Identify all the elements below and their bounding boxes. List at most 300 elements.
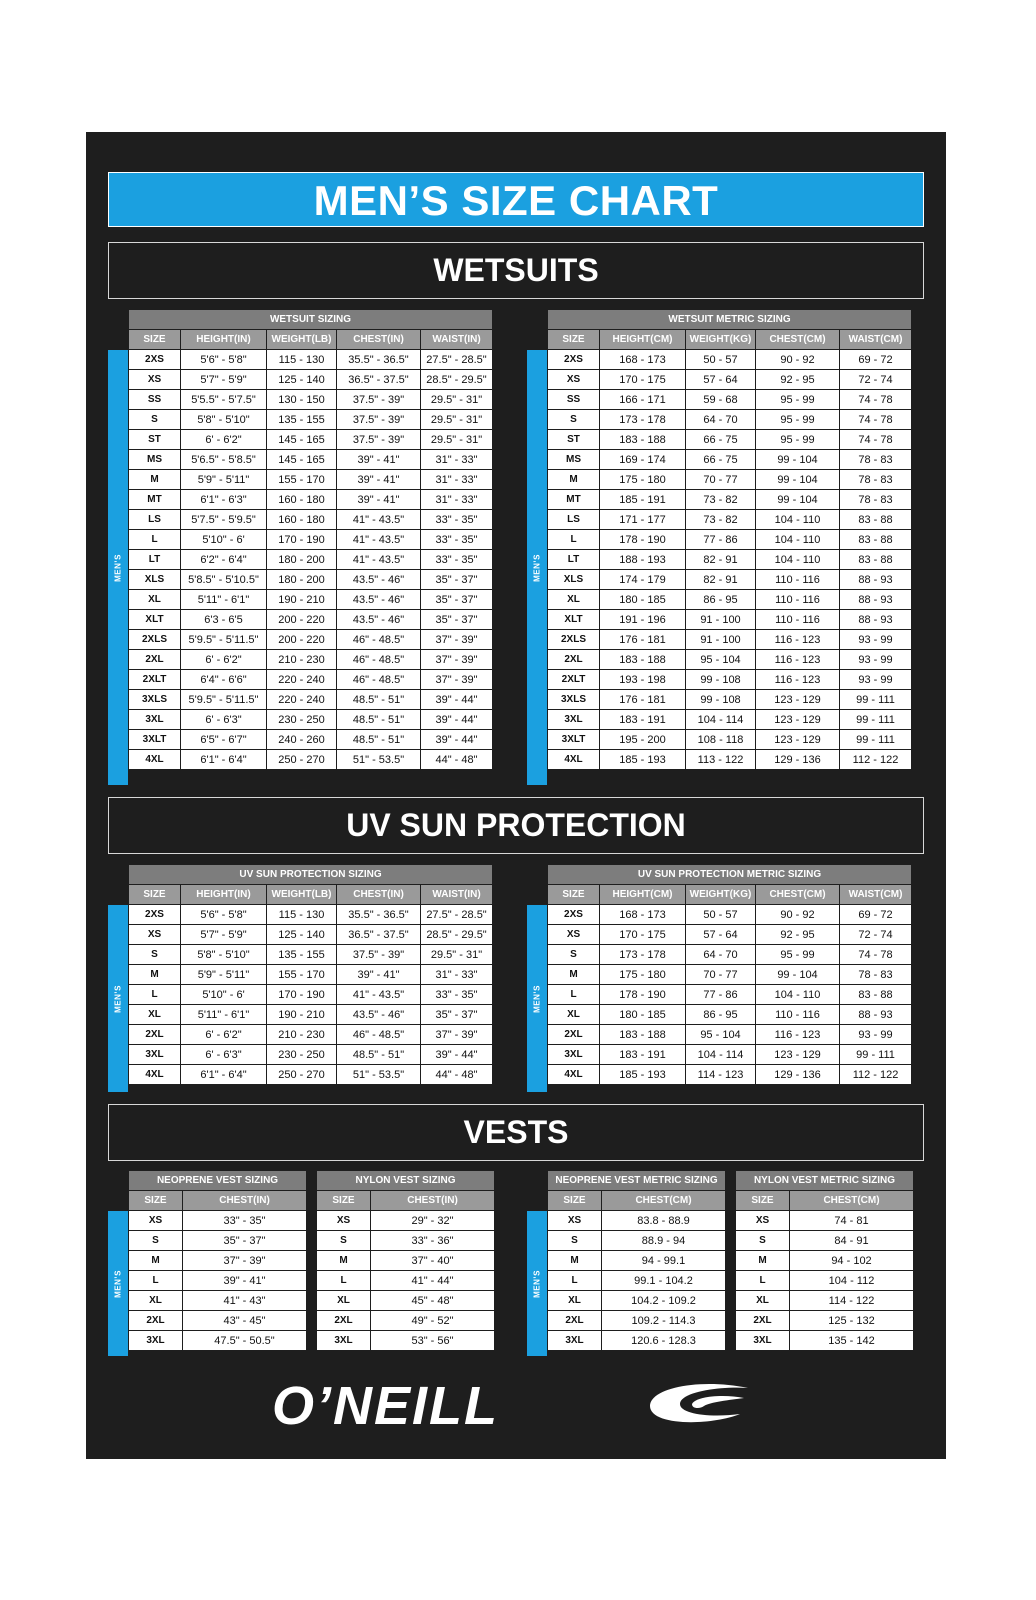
value-cell: 91 - 100 [686, 610, 756, 630]
value-cell: 69 - 72 [840, 905, 912, 925]
value-cell: 93 - 99 [840, 1025, 912, 1045]
wetsuit-metric-sizing-table [527, 309, 924, 784]
table-caption: NEOPRENE VEST SIZING [129, 1171, 307, 1191]
value-cell: 110 - 116 [756, 610, 840, 630]
value-cell: 115 - 130 [267, 350, 337, 370]
value-cell: 170 - 190 [267, 985, 337, 1005]
value-cell: 5'9.5" - 5'11.5" [181, 690, 267, 710]
mens-side-label [527, 1211, 547, 1356]
column-header: SIZE [129, 1191, 183, 1211]
table-row [736, 1211, 914, 1231]
table-row [129, 1231, 307, 1251]
value-cell: 72 - 74 [840, 370, 912, 390]
column-header: CHEST(CM) [756, 885, 840, 905]
value-cell: 99 - 111 [840, 730, 912, 750]
size-cell: 4XL [129, 1065, 181, 1085]
size-cell: MT [548, 490, 600, 510]
value-cell: 46" - 48.5" [337, 650, 421, 670]
table-row [548, 1005, 912, 1025]
value-cell: 174 - 179 [600, 570, 686, 590]
size-cell: XS [129, 925, 181, 945]
table-row [736, 1291, 914, 1311]
size-cell: 3XL [129, 1331, 183, 1351]
size-cell: XLS [548, 570, 600, 590]
size-cell: 2XLT [129, 670, 181, 690]
value-cell: 95 - 104 [686, 650, 756, 670]
value-cell: 99 - 111 [840, 710, 912, 730]
column-header: SIZE [548, 330, 600, 350]
table-row [548, 470, 912, 490]
value-cell: 44" - 48" [421, 1065, 493, 1085]
table-row [548, 450, 912, 470]
value-cell: 178 - 190 [600, 530, 686, 550]
value-cell: 123 - 129 [756, 1045, 840, 1065]
value-cell: 5'8" - 5'10" [181, 945, 267, 965]
value-cell: 43.5" - 46" [337, 610, 421, 630]
value-cell: 190 - 210 [267, 1005, 337, 1025]
value-cell: 125 - 140 [267, 370, 337, 390]
table-row [129, 550, 493, 570]
table-row [129, 710, 493, 730]
value-cell: 59 - 68 [686, 390, 756, 410]
value-cell: 41" - 43.5" [337, 530, 421, 550]
value-cell: 74 - 78 [840, 945, 912, 965]
value-cell: 145 - 165 [267, 450, 337, 470]
value-cell: 28.5" - 29.5" [421, 925, 493, 945]
column-header: WAIST(IN) [421, 885, 493, 905]
size-cell: M [548, 470, 600, 490]
size-cell: XL [548, 1005, 600, 1025]
value-cell: 29.5" - 31" [421, 430, 493, 450]
value-cell: 104.2 - 109.2 [602, 1291, 726, 1311]
value-cell: 83.8 - 88.9 [602, 1211, 726, 1231]
value-cell: 78 - 83 [840, 470, 912, 490]
mens-side-label [108, 905, 128, 1091]
size-cell: 2XL [548, 1311, 602, 1331]
size-cell: LT [129, 550, 181, 570]
value-cell: 5'9" - 5'11" [181, 470, 267, 490]
side-label-text: MEN’S [113, 1269, 123, 1298]
table-row [129, 430, 493, 450]
size-cell: M [317, 1251, 371, 1271]
size-cell: XS [548, 925, 600, 945]
value-cell: 183 - 188 [600, 430, 686, 450]
mens-side-label [527, 905, 547, 1091]
value-cell: 57 - 64 [686, 370, 756, 390]
table-row [548, 905, 912, 925]
value-cell: 74 - 78 [840, 390, 912, 410]
table-row [548, 1251, 726, 1271]
size-cell: 3XL [548, 1331, 602, 1351]
value-cell: 129 - 136 [756, 1065, 840, 1085]
column-header: CHEST(IN) [337, 885, 421, 905]
column-header: WEIGHT(KG) [686, 885, 756, 905]
table-row [129, 590, 493, 610]
value-cell: 39" - 44" [421, 690, 493, 710]
value-cell: 130 - 150 [267, 390, 337, 410]
value-cell: 168 - 173 [600, 350, 686, 370]
column-header: CHEST(IN) [337, 330, 421, 350]
size-cell: XS [736, 1211, 790, 1231]
value-cell: 125 - 132 [790, 1311, 914, 1331]
column-header: WEIGHT(LB) [267, 330, 337, 350]
value-cell: 180 - 185 [600, 590, 686, 610]
table-row [548, 750, 912, 770]
value-cell: 5'6" - 5'8" [181, 350, 267, 370]
column-header: SIZE [317, 1191, 371, 1211]
value-cell: 170 - 175 [600, 370, 686, 390]
neoprene-vest-metric-sizing-table [527, 1170, 725, 1355]
column-header: WAIST(CM) [840, 885, 912, 905]
value-cell: 193 - 198 [600, 670, 686, 690]
table-row [548, 985, 912, 1005]
value-cell: 129 - 136 [756, 750, 840, 770]
size-cell: 3XL [548, 1045, 600, 1065]
value-cell: 200 - 220 [267, 610, 337, 630]
size-cell: M [548, 965, 600, 985]
value-cell: 39" - 41" [337, 490, 421, 510]
size-cell: 2XL [317, 1311, 371, 1331]
table-row [548, 630, 912, 650]
value-cell: 250 - 270 [267, 1065, 337, 1085]
value-cell: 48.5" - 51" [337, 710, 421, 730]
table-row [548, 1025, 912, 1045]
value-cell: 240 - 260 [267, 730, 337, 750]
value-cell: 183 - 191 [600, 710, 686, 730]
value-cell: 94 - 99.1 [602, 1251, 726, 1271]
value-cell: 125 - 140 [267, 925, 337, 945]
uv-sizing-table [108, 864, 502, 1091]
table-row [129, 690, 493, 710]
column-header: WEIGHT(LB) [267, 885, 337, 905]
value-cell: 5'11" - 6'1" [181, 590, 267, 610]
size-cell: 2XLS [548, 630, 600, 650]
table-row [129, 1251, 307, 1271]
value-cell: 5'5.5" - 5'7.5" [181, 390, 267, 410]
value-cell: 90 - 92 [756, 350, 840, 370]
value-cell: 37.5" - 39" [337, 390, 421, 410]
value-cell: 83 - 88 [840, 510, 912, 530]
table-row [129, 390, 493, 410]
value-cell: 5'8.5" - 5'10.5" [181, 570, 267, 590]
value-cell: 37" - 39" [183, 1251, 307, 1271]
table-row [129, 1271, 307, 1291]
value-cell: 41" - 43.5" [337, 510, 421, 530]
value-cell: 46" - 48.5" [337, 630, 421, 650]
value-cell: 72 - 74 [840, 925, 912, 945]
value-cell: 115 - 130 [267, 905, 337, 925]
value-cell: 123 - 129 [756, 690, 840, 710]
size-cell: S [548, 410, 600, 430]
column-header: CHEST(CM) [602, 1191, 726, 1211]
value-cell: 104 - 112 [790, 1271, 914, 1291]
table-row [129, 1005, 493, 1025]
value-cell: 176 - 181 [600, 690, 686, 710]
value-cell: 160 - 180 [267, 510, 337, 530]
value-cell: 51" - 53.5" [337, 1065, 421, 1085]
value-cell: 180 - 200 [267, 550, 337, 570]
table-row [129, 925, 493, 945]
value-cell: 183 - 188 [600, 650, 686, 670]
table-row [129, 630, 493, 650]
table-row [548, 510, 912, 530]
value-cell: 166 - 171 [600, 390, 686, 410]
value-cell: 64 - 70 [686, 410, 756, 430]
size-cell: XS [548, 1211, 602, 1231]
size-cell: S [129, 945, 181, 965]
table-row [129, 510, 493, 530]
value-cell: 5'7.5" - 5'9.5" [181, 510, 267, 530]
value-cell: 37" - 40" [371, 1251, 495, 1271]
chart-title: MEN’S SIZE CHART [108, 172, 924, 227]
size-cell: 2XS [548, 350, 600, 370]
value-cell: 33" - 36" [371, 1231, 495, 1251]
table-row [317, 1291, 495, 1311]
value-cell: 88 - 93 [840, 610, 912, 630]
value-cell: 47.5" - 50.5" [183, 1331, 307, 1351]
value-cell: 74 - 78 [840, 430, 912, 450]
table-row [129, 985, 493, 1005]
table-row [736, 1251, 914, 1271]
value-cell: 37.5" - 39" [337, 430, 421, 450]
value-cell: 185 - 193 [600, 1065, 686, 1085]
value-cell: 77 - 86 [686, 985, 756, 1005]
size-cell: XS [548, 370, 600, 390]
size-cell: ST [548, 430, 600, 450]
table-row [129, 370, 493, 390]
table-row [129, 1025, 493, 1045]
value-cell: 185 - 193 [600, 750, 686, 770]
table-row [548, 550, 912, 570]
value-cell: 95 - 99 [756, 390, 840, 410]
column-header: SIZE [548, 1191, 602, 1211]
value-cell: 99 - 104 [756, 965, 840, 985]
table-row [548, 1045, 912, 1065]
size-cell: L [736, 1271, 790, 1291]
value-cell: 86 - 95 [686, 590, 756, 610]
column-header: WAIST(CM) [840, 330, 912, 350]
value-cell: 90 - 92 [756, 905, 840, 925]
value-cell: 99 - 111 [840, 1045, 912, 1065]
value-cell: 250 - 270 [267, 750, 337, 770]
value-cell: 45" - 48" [371, 1291, 495, 1311]
size-cell: 2XL [548, 650, 600, 670]
column-header: CHEST(IN) [371, 1191, 495, 1211]
value-cell: 173 - 178 [600, 945, 686, 965]
table-caption: WETSUIT METRIC SIZING [548, 310, 912, 330]
table-row [548, 730, 912, 750]
value-cell: 31" - 33" [421, 450, 493, 470]
size-cell: M [736, 1251, 790, 1271]
size-cell: 2XL [736, 1311, 790, 1331]
table-row [129, 470, 493, 490]
table-row [317, 1271, 495, 1291]
size-cell: XS [129, 370, 181, 390]
size-cell: XS [317, 1211, 371, 1231]
value-cell: 185 - 191 [600, 490, 686, 510]
size-cell: XL [736, 1291, 790, 1311]
value-cell: 123 - 129 [756, 710, 840, 730]
value-cell: 195 - 200 [600, 730, 686, 750]
table-row [736, 1231, 914, 1251]
size-cell: S [736, 1231, 790, 1251]
value-cell: 104 - 114 [686, 1045, 756, 1065]
value-cell: 78 - 83 [840, 450, 912, 470]
neoprene-vest-sizing-table [108, 1170, 306, 1355]
column-header: HEIGHT(IN) [181, 330, 267, 350]
value-cell: 31" - 33" [421, 470, 493, 490]
table-row [548, 430, 912, 450]
value-cell: 110 - 116 [756, 570, 840, 590]
table-row [548, 945, 912, 965]
value-cell: 27.5" - 28.5" [421, 905, 493, 925]
value-cell: 28.5" - 29.5" [421, 370, 493, 390]
oneill-logo [272, 1374, 752, 1434]
table-caption: NYLON VEST SIZING [317, 1171, 495, 1191]
size-cell: XL [317, 1291, 371, 1311]
value-cell: 29.5" - 31" [421, 390, 493, 410]
mens-side-label [108, 1211, 128, 1356]
column-header: CHEST(IN) [183, 1191, 307, 1211]
value-cell: 108 - 118 [686, 730, 756, 750]
value-cell: 171 - 177 [600, 510, 686, 530]
value-cell: 39" - 44" [421, 710, 493, 730]
table-row [548, 710, 912, 730]
value-cell: 36.5" - 37.5" [337, 370, 421, 390]
size-cell: S [548, 1231, 602, 1251]
value-cell: 112 - 122 [840, 750, 912, 770]
value-cell: 104 - 110 [756, 985, 840, 1005]
size-cell: S [129, 410, 181, 430]
value-cell: 70 - 77 [686, 965, 756, 985]
value-cell: 104 - 110 [756, 530, 840, 550]
value-cell: 48.5" - 51" [337, 730, 421, 750]
value-cell: 5'9" - 5'11" [181, 965, 267, 985]
value-cell: 123 - 129 [756, 730, 840, 750]
table-row [548, 925, 912, 945]
table-row [548, 590, 912, 610]
value-cell: 33" - 35" [421, 530, 493, 550]
table-row [129, 905, 493, 925]
size-cell: XL [129, 1005, 181, 1025]
value-cell: 35" - 37" [183, 1231, 307, 1251]
table-row [548, 1065, 912, 1085]
size-cell: 3XLS [548, 690, 600, 710]
value-cell: 95 - 99 [756, 945, 840, 965]
table-row [129, 1291, 307, 1311]
size-cell: M [129, 965, 181, 985]
size-cell: L [548, 1271, 602, 1291]
side-label-text: MEN’S [113, 984, 123, 1013]
value-cell: 5'6.5" - 5'8.5" [181, 450, 267, 470]
size-cell: L [129, 1271, 183, 1291]
value-cell: 220 - 240 [267, 690, 337, 710]
value-cell: 91 - 100 [686, 630, 756, 650]
table-row [129, 1045, 493, 1065]
value-cell: 46" - 48.5" [337, 670, 421, 690]
side-label-text: MEN’S [532, 1269, 542, 1298]
value-cell: 170 - 190 [267, 530, 337, 550]
size-cell: S [548, 945, 600, 965]
value-cell: 5'11" - 6'1" [181, 1005, 267, 1025]
value-cell: 191 - 196 [600, 610, 686, 630]
value-cell: 39" - 41" [337, 965, 421, 985]
wave-icon [650, 1384, 748, 1422]
table-row [736, 1331, 914, 1351]
value-cell: 41" - 43" [183, 1291, 307, 1311]
value-cell: 41" - 43.5" [337, 985, 421, 1005]
value-cell: 73 - 82 [686, 510, 756, 530]
size-cell: M [129, 1251, 183, 1271]
value-cell: 50 - 57 [686, 350, 756, 370]
value-cell: 93 - 99 [840, 630, 912, 650]
size-cell: 2XS [129, 905, 181, 925]
value-cell: 77 - 86 [686, 530, 756, 550]
value-cell: 66 - 75 [686, 450, 756, 470]
size-cell: 3XLS [129, 690, 181, 710]
table-row [129, 410, 493, 430]
table-row [317, 1231, 495, 1251]
value-cell: 92 - 95 [756, 925, 840, 945]
size-cell: XLT [129, 610, 181, 630]
table-caption: NYLON VEST METRIC SIZING [736, 1171, 914, 1191]
value-cell: 6' - 6'3" [181, 1045, 267, 1065]
table-row [548, 390, 912, 410]
value-cell: 110 - 116 [756, 1005, 840, 1025]
value-cell: 99 - 111 [840, 690, 912, 710]
value-cell: 36.5" - 37.5" [337, 925, 421, 945]
nylon-vest-sizing-table [316, 1170, 494, 1355]
table-row [317, 1311, 495, 1331]
value-cell: 41" - 44" [371, 1271, 495, 1291]
size-cell: SS [548, 390, 600, 410]
value-cell: 5'7" - 5'9" [181, 370, 267, 390]
table-caption: UV SUN PROTECTION METRIC SIZING [548, 865, 912, 885]
value-cell: 160 - 180 [267, 490, 337, 510]
value-cell: 48.5" - 51" [337, 690, 421, 710]
value-cell: 173 - 178 [600, 410, 686, 430]
table-row [548, 490, 912, 510]
size-cell: XLS [129, 570, 181, 590]
size-cell: 2XL [129, 650, 181, 670]
size-cell: S [317, 1231, 371, 1251]
section-wetsuits: WETSUITS [108, 242, 924, 299]
value-cell: 35" - 37" [421, 570, 493, 590]
mens-side-label [527, 350, 547, 785]
value-cell: 39" - 41" [337, 450, 421, 470]
value-cell: 180 - 185 [600, 1005, 686, 1025]
value-cell: 39" - 44" [421, 1045, 493, 1065]
column-header: HEIGHT(IN) [181, 885, 267, 905]
value-cell: 120.6 - 128.3 [602, 1331, 726, 1351]
size-cell: L [548, 530, 600, 550]
table-row [317, 1331, 495, 1351]
size-cell: LS [129, 510, 181, 530]
value-cell: 95 - 99 [756, 430, 840, 450]
value-cell: 88 - 93 [840, 570, 912, 590]
table-row [129, 1065, 493, 1085]
table-row [548, 1211, 726, 1231]
value-cell: 6'3 - 6'5 [181, 610, 267, 630]
column-header: SIZE [129, 330, 181, 350]
value-cell: 99.1 - 104.2 [602, 1271, 726, 1291]
table-row [129, 1311, 307, 1331]
value-cell: 135 - 155 [267, 945, 337, 965]
table-row [129, 965, 493, 985]
column-header: CHEST(CM) [756, 330, 840, 350]
value-cell: 94 - 102 [790, 1251, 914, 1271]
size-cell: SS [129, 390, 181, 410]
